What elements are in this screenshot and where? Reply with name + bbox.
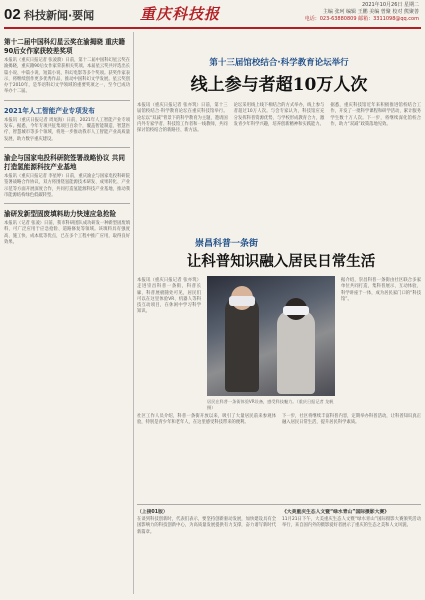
section-title: 科技新闻·要闻	[24, 9, 95, 22]
lead-kicker: 第十三届馆校结合·科学教育论坛举行	[209, 58, 349, 68]
lead-body-col: 据悉，重庆科技馆近年来积极推进馆校结合工作，开发了一批科学课程和研学活动，累计服务学生数十万人次。下一步，将继续深化馆校合作，助力“双减”政策落地见效。	[330, 103, 422, 127]
article-body: 本报讯（重庆日报记者 周尾海）日前，2021年人工智能产业专项发布。据悉，今年专项共征集项目百余个，覆盖智能制造、智慧医疗、智慧城市等多个领域，将进一步推动我市人工智能产业高质量发展，助力数字重庆建设。	[4, 117, 130, 142]
bottom-subhead: 《大美重庆生态人文暨“绿水青山”国际摄影大赛》	[282, 510, 390, 515]
article-divider	[4, 203, 130, 204]
bottom-section	[137, 504, 421, 594]
column-divider	[133, 32, 134, 594]
issue-info	[305, 2, 419, 23]
lead-body-col: 论坛采用线上线下相结合的方式举办，线上参与者超过10万人次。与会专家认为，科技馆应充分发挥科普资源优势，与学校形成教育合力，激发青少年科学兴趣，培养创新精神和实践能力。	[233, 103, 325, 127]
vr-headset-icon	[283, 306, 309, 315]
second-body-right: 据介绍，崇昌科普一条街由社区联合多家单位共同打造，集科普展示、互动体验、科学讲座于一体，成为居民家门口的“科技馆”。	[341, 278, 421, 302]
bottom-col	[282, 508, 421, 536]
article-body: 本报讯（重庆日报记者 张凌漪）日前，第十二届中国科幻星云奖在渝揭晓，重庆籍90后女作家荣获相关奖项。本届星云奖共评选出长篇小说、中篇小说、短篇小说、科幻电影等多个奖项。获奖作家表示，将继续创作更多优秀作品，推动中国科幻文学发展。星云奖创办于2010年，是华语科幻文学领域的重要奖项之一，至今已成功举办十二届。	[4, 58, 130, 95]
bottom-body: 在谈到科技创新时，代表们表示，要坚持创新驱动发展，加快建设具有全国影响力的科技创新中心，为高质量发展提供有力支撑，奋力谱写新时代新篇章。	[137, 517, 276, 535]
lead-story	[137, 32, 421, 232]
second-body-col: 下一步，社区将继续丰富科普内容，定期举办科普活动，让科普知识真正融入居民日常生活，提升居民科学素质。	[282, 414, 421, 426]
article-body: 本报讯（记者 张凌）日前，我市科研团队成功研发一种新型固废填料，可广泛应用于应急抢险、道路修复等领域。该填料具有强度高、施工快、成本低等优点，已在多个工程中推广应用，取得良好效果。	[4, 221, 130, 246]
left-column	[4, 32, 130, 594]
article-title: 渝企与国家电投科研院签署战略协议 共同打造氢能源科技产业基地	[4, 153, 125, 171]
vr-headset-icon	[229, 296, 255, 306]
bottom-body: 11月21日下午，大美重庆生态人文暨“绿水青山”国际摄影大赛颁奖活动举行，来自国内外的摄影爱好者展示了重庆的生态之美和人文风貌。	[282, 517, 421, 529]
bottom-columns	[137, 508, 421, 536]
article-title: 渝研发新型固废填料助力快速应急抢险	[4, 210, 117, 219]
photo-caption: 居民在科普一条街体验VR设备，感受科技魅力。（重庆日报记者 龙帆 摄）	[207, 399, 334, 410]
article-title: 2021年人工智能产业专项发布	[4, 106, 95, 115]
section-divider	[137, 504, 421, 505]
continued-marker: （上接01版）	[137, 510, 168, 515]
editor-line: 主编 张珂 编辑 王鹏 美编 曾聚 校对 熊聚善	[322, 9, 419, 15]
article-title: 第十二届中国科幻星云奖在渝揭晓 重庆籍90后女作家获较差奖项	[4, 38, 125, 55]
lead-body-col: 本报讯（重庆日报记者 张亦筑）日前，第十三届馆校结合·科学教育论坛在重庆科技馆举行。论坛以“双减”背景下的科学教育为主题，邀请国内外专家学者、科技馆工作者和一线教师，共同探讨馆校结合的新路径、新方法。	[137, 103, 228, 134]
lead-body	[137, 101, 421, 134]
second-body-left: 本报讯（重庆日报记者 张亦筑）走进崇昌科普一条街，科普长廊、科普展板随处可见，居民们可以在这里体验VR、机器人等科技互动项目，在休闲中学习科学知识。	[137, 278, 201, 315]
bottom-col	[137, 508, 276, 536]
masthead	[0, 0, 425, 34]
second-story	[137, 236, 421, 500]
second-kicker: 崇昌科普一条街	[195, 239, 259, 249]
issue-date: 2021年10月26日 星期二	[361, 2, 419, 8]
second-body-col: 社区工作人员介绍，科普一条街开放以来，吸引了大量居民前来参观体验，特别是青少年和老年人，在这里感受科技带来的便利。	[137, 414, 276, 426]
person-figure	[277, 310, 315, 394]
masthead-rule	[4, 27, 421, 29]
newspaper-logo: 重庆科技报	[140, 5, 221, 23]
lead-headline: 线上参与者超10万人次	[190, 75, 368, 95]
person-figure	[225, 296, 259, 392]
second-headline: 让科普知识融入居民日常生活	[186, 253, 376, 270]
page-number: 02	[4, 6, 21, 23]
article-divider	[4, 100, 130, 101]
vr-photo	[207, 276, 335, 396]
article-body: 本报讯（重庆日报记者 李星婷）日前，重庆渝企与国家电投科研院签署战略合作协议，双方将围绕氢能源技术研发、成果转化、产业示范等方面开展深度合作，共同打造氢能源科技产业基地，推动我市能源结构绿色低碳转型。	[4, 173, 130, 198]
contact-line: 电话：023-63880809 邮箱：3311098@qq.com	[304, 16, 419, 22]
article-divider	[4, 147, 130, 148]
second-body-bottom	[137, 412, 421, 427]
